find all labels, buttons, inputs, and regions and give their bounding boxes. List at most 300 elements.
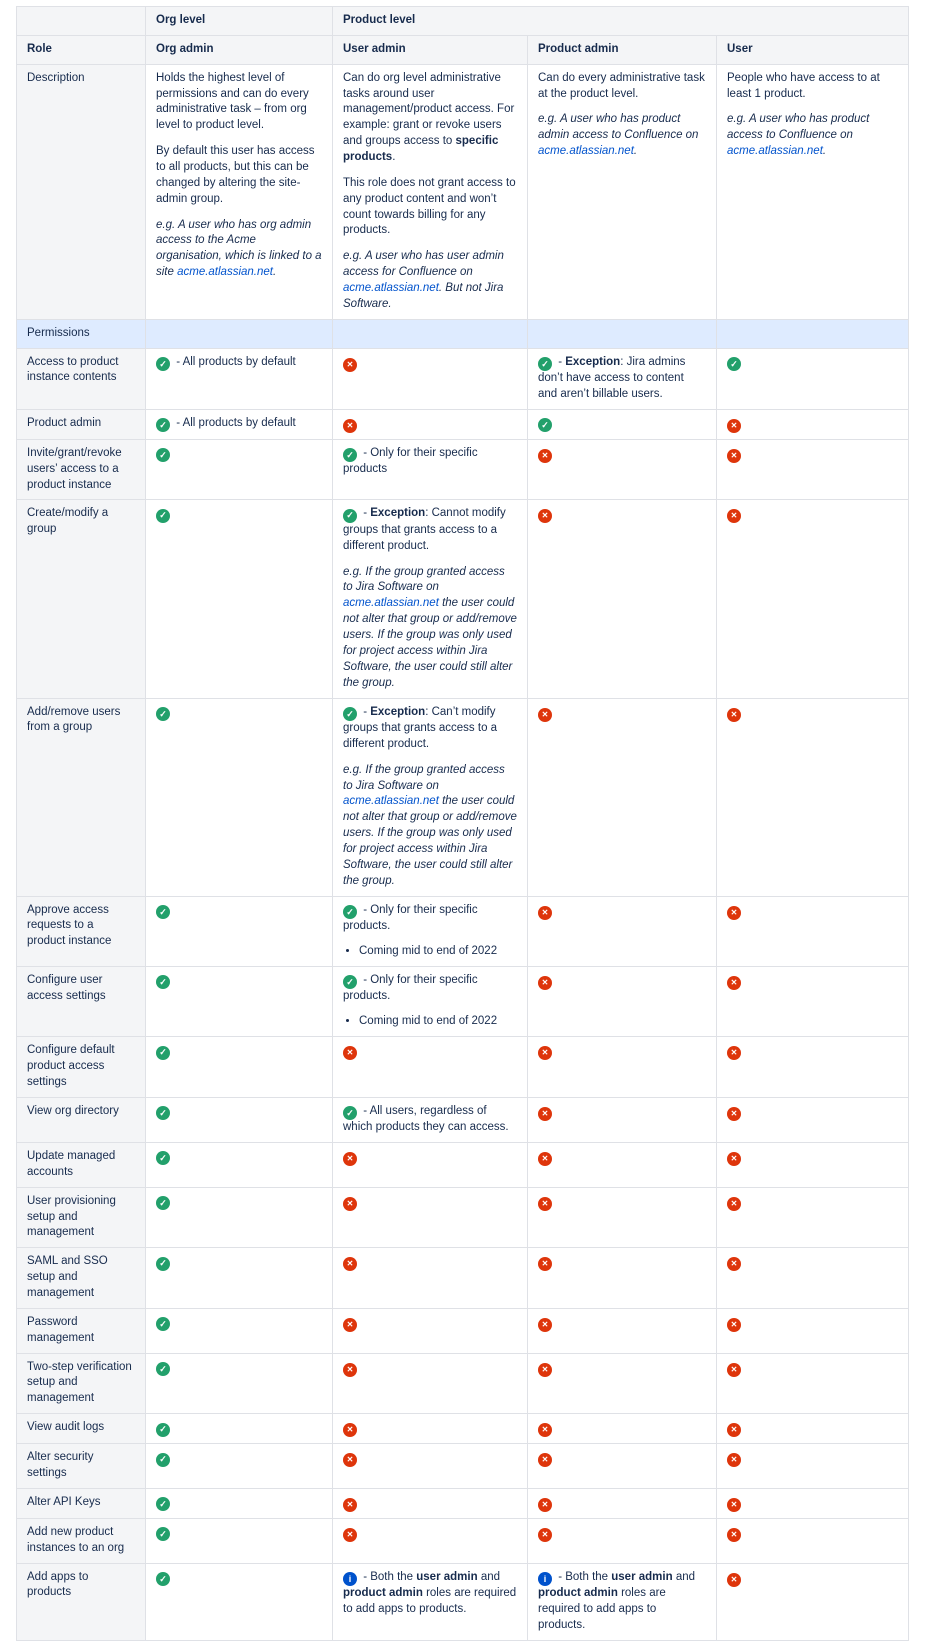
cell-line [156,1194,322,1211]
cell-line [538,1315,706,1332]
permission-cell [528,64,717,319]
acme-atlassian-link[interactable]: acme.atlassian.net [727,145,823,158]
text-span: . [392,151,396,164]
cell-line [343,506,517,554]
cell-line [156,1360,322,1377]
cell-line [538,1360,706,1377]
permission-cell [333,896,528,966]
text-span: Can do org level administrative tasks around user management/product access. For example: grant or revoke users and groups access to [343,71,515,148]
cross-circle-icon: ✕ [343,1257,357,1271]
cell-line [538,446,706,463]
cell-line [343,705,517,753]
check-circle-icon: ✓ [156,1527,170,1541]
permission-cell [528,1444,717,1489]
permission-cell [146,1353,333,1414]
permission-cell [333,1142,528,1187]
text-span: product admin [343,1587,423,1600]
permission-cell [528,1563,717,1640]
cell-line [727,903,898,920]
permission-row [17,1187,909,1248]
cell-line [538,1043,706,1060]
permission-cell [717,966,909,1036]
column-header-role: Role [17,35,146,64]
cross-circle-icon: ✕ [538,1318,552,1332]
permission-cell [146,1444,333,1489]
permission-cell [528,348,717,409]
permission-cell [333,64,528,319]
cross-circle-icon: ✕ [343,1318,357,1332]
table-head [17,7,909,65]
text-span: : Cannot modify groups that grants access to a different product. [343,507,506,552]
check-circle-icon: ✓ [156,1572,170,1586]
row-header: Configure default product access settings [17,1037,146,1098]
permission-cell [717,1097,909,1142]
column-header-user: User [717,35,909,64]
cross-circle-icon: ✕ [727,509,741,523]
cell-paragraph [343,565,517,692]
check-circle-icon: ✓ [156,509,170,523]
check-circle-icon: ✓ [727,357,741,371]
cross-circle-icon: ✕ [343,358,357,372]
permission-cell [333,1187,528,1248]
text-span: - Both the [555,1570,612,1583]
permission-cell [528,896,717,966]
cell-line [538,1254,706,1271]
text-span: the user could not alter that group or add/remove users. If the group was only used for project access within Jira Software, the user could still alter the group. [343,795,517,887]
text-span: and [672,1570,696,1583]
cell-line [343,355,517,372]
check-circle-icon: ✓ [156,418,170,432]
cell-line [538,973,706,990]
row-header: Product admin [17,409,146,439]
text-span: user admin [416,1570,478,1583]
cell-line [538,416,706,433]
text-span: . [272,266,277,279]
section-row-permissions [17,319,909,348]
permission-cell [146,1248,333,1309]
cell-line [538,705,706,722]
permission-row [17,896,909,966]
text-span: By default this user has access to all products, but this can be changed by altering the site-admin group. [156,145,315,205]
permission-cell [717,1414,909,1444]
cell-line [727,71,898,103]
cell-line [343,446,517,478]
permission-cell [717,1563,909,1640]
cross-circle-icon: ✕ [727,1528,741,1542]
cell-line [727,355,898,372]
permission-row [17,1518,909,1563]
cross-circle-icon: ✕ [727,1423,741,1437]
permission-row [17,966,909,1036]
cross-circle-icon: ✕ [538,1152,552,1166]
row-header: Approve access requests to a product instance [17,896,146,966]
permission-cell [717,896,909,966]
permission-cell [717,439,909,500]
text-span: - [555,355,566,368]
cell-line [727,1315,898,1332]
cross-circle-icon: ✕ [727,708,741,722]
permission-cell [146,1518,333,1563]
text-span: e.g. A user who has product admin access to Confluence on [538,113,699,142]
cross-circle-icon: ✕ [727,976,741,990]
permission-cell [717,1444,909,1489]
cross-circle-icon: ✕ [343,1197,357,1211]
cross-circle-icon: ✕ [727,1498,741,1512]
permission-cell [333,1518,528,1563]
acme-atlassian-link[interactable]: acme.atlassian.net [343,597,439,610]
check-circle-icon: ✓ [156,1423,170,1437]
permission-row [17,1563,909,1640]
permission-cell [528,1414,717,1444]
permission-cell [333,1353,528,1414]
group-header-org-level: Org level [146,7,333,36]
text-span: - Only for their specific products. [343,903,478,933]
column-header-org-admin: Org admin [146,35,333,64]
cell-line [727,1194,898,1211]
cross-circle-icon: ✕ [343,419,357,433]
group-header-product-level: Product level [333,7,909,36]
cell-line [538,1525,706,1542]
text-span: - Both the [360,1570,417,1583]
text-span: People who have access to at least 1 product. [727,71,880,100]
cell-line [538,1194,706,1211]
cross-circle-icon: ✕ [727,906,741,920]
permission-row [17,439,909,500]
cell-line [343,1495,517,1512]
permission-cell [146,966,333,1036]
permission-cell [146,1488,333,1518]
permission-cell [528,966,717,1036]
text-span: This role does not grant access to any product content and won’t count towards billing for any products. [343,176,516,237]
text-span: the user could not alter that group or add/remove users. If the group was only used for project access within Jira Software, the user could still alter the group. [343,597,517,689]
permission-cell [717,1037,909,1098]
cross-circle-icon: ✕ [727,1107,741,1121]
cell-line [538,1450,706,1467]
text-span: - All users, regardless of which products they can access. [343,1104,509,1134]
row-header: Password management [17,1308,146,1353]
permission-cell [717,500,909,698]
row-header: Description [17,64,146,319]
permission-row [17,500,909,698]
row-header: Add/remove users from a group [17,698,146,896]
permission-cell [528,1037,717,1098]
row-header: View audit logs [17,1414,146,1444]
cross-circle-icon: ✕ [727,1363,741,1377]
cross-circle-icon: ✕ [343,1498,357,1512]
cell-line [343,1043,517,1060]
cell-line [343,1420,517,1437]
check-circle-icon: ✓ [156,1106,170,1120]
check-circle-icon: ✓ [343,509,357,523]
check-circle-icon: ✓ [343,448,357,462]
check-circle-icon: ✓ [538,357,552,371]
cross-circle-icon: ✕ [727,1453,741,1467]
cross-circle-icon: ✕ [538,1528,552,1542]
row-header: Two-step verification setup and management [17,1353,146,1414]
cell-line [727,1104,898,1121]
cell-line [156,446,322,463]
text-span: Coming mid to end of 2022 [359,1015,498,1028]
permission-cell [528,500,717,698]
cell-line [156,1450,322,1467]
cell-line [156,355,322,372]
cross-circle-icon: ✕ [343,1528,357,1542]
cross-circle-icon: ✕ [538,906,552,920]
permission-row [17,1097,909,1142]
cross-circle-icon: ✕ [538,1197,552,1211]
permission-cell [333,409,528,439]
permission-cell [717,1353,909,1414]
cell-paragraph [156,218,322,281]
permission-cell [146,409,333,439]
cell-line [156,1254,322,1271]
permission-cell [717,1488,909,1518]
text-span: : Jira admins don’t have access to content and aren’t billable users. [538,355,686,400]
cross-circle-icon: ✕ [538,1498,552,1512]
acme-atlassian-link[interactable]: acme.atlassian.net [177,266,273,279]
cross-circle-icon: ✕ [343,1046,357,1060]
cell-line [156,1149,322,1166]
cross-circle-icon: ✕ [343,1423,357,1437]
permission-cell [146,1414,333,1444]
permission-row [17,409,909,439]
permission-cell [146,1308,333,1353]
text-span: . But not Jira Software. [343,282,504,310]
permission-row [17,1142,909,1187]
text-span: specific products [343,135,499,164]
cell-line [156,973,322,990]
text-span: - [360,705,371,718]
cell-line [156,903,322,920]
cell-paragraph [343,249,517,312]
permission-cell [717,698,909,896]
permission-cell [717,348,909,409]
cell-line [343,1450,517,1467]
cell-line [156,1525,322,1542]
bullet-list [343,944,517,960]
text-span: Exception [370,507,426,520]
cell-line [538,1104,706,1121]
cell-line [727,416,898,433]
cell-line [538,1149,706,1166]
permission-row [17,1444,909,1489]
column-header-user-admin: User admin [333,35,528,64]
text-span: Holds the highest level of permissions and can do every administrative task – from org level to product level. [156,71,309,132]
permission-cell [717,1518,909,1563]
row-header: Add apps to products [17,1563,146,1640]
cell-line [727,1495,898,1512]
bullet-item [359,1014,517,1030]
permission-row [17,1414,909,1444]
row-header: Add new product instances to an org [17,1518,146,1563]
check-circle-icon: ✓ [538,418,552,432]
permission-row [17,698,909,896]
permission-cell [528,1187,717,1248]
cell-line [538,1420,706,1437]
permission-cell [528,1142,717,1187]
permission-cell [528,439,717,500]
permission-cell [333,348,528,409]
cross-circle-icon: ✕ [538,449,552,463]
check-circle-icon: ✓ [156,1362,170,1376]
permission-cell [333,1097,528,1142]
text-span: e.g. A user who has user admin access for Confluence on [343,250,504,279]
permission-row [17,1037,909,1098]
permission-cell [333,1563,528,1640]
cell-line [343,903,517,935]
acme-atlassian-link[interactable]: acme.atlassian.net [343,795,439,808]
acme-atlassian-link[interactable]: acme.atlassian.net [538,145,634,158]
cross-circle-icon: ✕ [727,1573,741,1587]
permission-cell [146,500,333,698]
cell-line [343,1315,517,1332]
cell-line [156,1315,322,1332]
row-header: Invite/grant/revoke users’ access to a product instance [17,439,146,500]
section-cell [333,319,528,348]
text-span: : Can’t modify groups that grants access to a different product. [343,705,498,750]
permission-cell [717,1187,909,1248]
description-row [17,64,909,319]
cross-circle-icon: ✕ [727,449,741,463]
text-span: e.g. A user who has org admin access to the Acme organisation, which is linked to a site [156,218,322,279]
permissions-table [16,6,909,1641]
check-circle-icon: ✓ [156,1196,170,1210]
text-span: Exception [370,705,426,718]
cell-line [727,1254,898,1271]
text-span: . [633,145,638,158]
cell-line [156,705,322,722]
cell-line [538,1570,706,1634]
check-circle-icon: ✓ [156,1317,170,1331]
cross-circle-icon: ✕ [343,1363,357,1377]
check-circle-icon: ✓ [156,1257,170,1271]
cell-line [343,1570,517,1618]
cross-circle-icon: ✕ [727,1046,741,1060]
permission-cell [717,1248,909,1309]
cell-line [156,1570,322,1587]
permission-cell [146,1097,333,1142]
text-span: . [822,145,827,158]
cross-circle-icon: ✕ [538,976,552,990]
cell-line [727,1149,898,1166]
row-header: User provisioning setup and management [17,1187,146,1248]
text-span: - All products by default [173,416,296,429]
cell-paragraph [156,144,322,207]
permission-cell [717,1308,909,1353]
cross-circle-icon: ✕ [727,1318,741,1332]
section-label: Permissions [17,319,146,348]
permission-cell [333,698,528,896]
permission-cell [333,1248,528,1309]
section-cell [146,319,333,348]
permission-cell [146,64,333,319]
section-cell [717,319,909,348]
cross-circle-icon: ✕ [538,1423,552,1437]
cell-line [343,1149,517,1166]
check-circle-icon: ✓ [156,448,170,462]
cell-line [343,1254,517,1271]
check-circle-icon: ✓ [156,905,170,919]
check-circle-icon: ✓ [156,707,170,721]
permission-cell [333,1444,528,1489]
text-span: Exception [565,355,621,368]
permission-cell [146,1142,333,1187]
permission-row [17,348,909,409]
cell-line [156,416,322,433]
cell-line [343,71,517,166]
check-circle-icon: ✓ [156,975,170,989]
text-span: - Only for their specific products. [343,973,478,1003]
text-span: roles are required to add apps to products. [538,1587,666,1631]
acme-atlassian-link[interactable]: acme.atlassian.net [343,282,439,295]
row-header: Access to product instance contents [17,348,146,409]
cell-paragraph [538,112,706,160]
cell-line [727,705,898,722]
cross-circle-icon: ✕ [343,1453,357,1467]
permission-cell [528,698,717,896]
text-span: e.g. A user who has product access to Confluence on [727,113,870,142]
row-header: Alter security settings [17,1444,146,1489]
permission-cell [146,1037,333,1098]
cell-line [538,903,706,920]
permission-cell [333,1308,528,1353]
check-circle-icon: ✓ [156,1151,170,1165]
permission-cell [333,1037,528,1098]
text-span: e.g. If the group granted access to Jira Software on [343,763,505,792]
cell-line [343,1104,517,1136]
text-span: e.g. If the group granted access to Jira Software on [343,565,505,594]
text-span: user admin [611,1570,673,1583]
permission-cell [717,64,909,319]
row-header: SAML and SSO setup and management [17,1248,146,1309]
cell-paragraph [727,112,898,160]
table-body [17,64,909,1640]
permission-cell [146,439,333,500]
permission-cell [146,896,333,966]
cell-line [727,973,898,990]
cross-circle-icon: ✕ [538,1046,552,1060]
check-circle-icon: ✓ [343,707,357,721]
cell-line [538,1495,706,1512]
cell-line [727,506,898,523]
group-header-empty [17,7,146,36]
cell-line [727,1043,898,1060]
row-header: View org directory [17,1097,146,1142]
text-span: product admin [538,1587,618,1600]
row-header: Alter API Keys [17,1488,146,1518]
permission-cell [717,409,909,439]
permission-cell [333,966,528,1036]
permission-cell [528,409,717,439]
cross-circle-icon: ✕ [538,1453,552,1467]
cell-paragraph [343,763,517,890]
cross-circle-icon: ✕ [727,419,741,433]
cell-line [538,355,706,403]
check-circle-icon: ✓ [343,905,357,919]
permission-row [17,1248,909,1309]
permission-cell [528,1097,717,1142]
cell-line [343,1194,517,1211]
row-header: Update managed accounts [17,1142,146,1187]
cell-line [156,1104,322,1121]
permission-cell [146,1187,333,1248]
bullet-list [343,1014,517,1030]
cell-line [156,71,322,134]
permission-cell [146,1563,333,1640]
cross-circle-icon: ✕ [538,1257,552,1271]
check-circle-icon: ✓ [156,1497,170,1511]
cell-paragraph [343,176,517,239]
